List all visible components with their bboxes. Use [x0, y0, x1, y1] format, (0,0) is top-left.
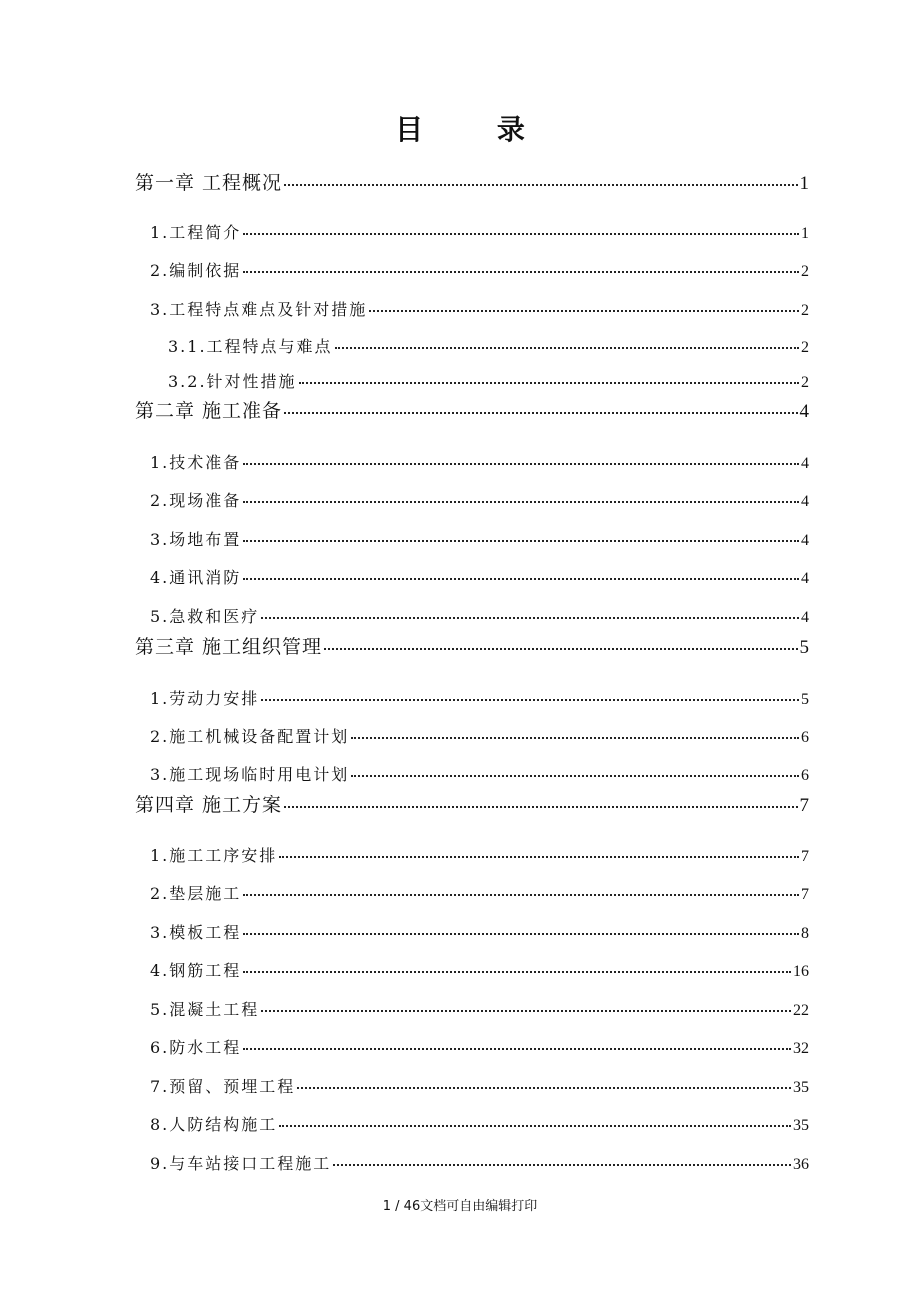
toc-entry-label: 3.工程特点难点及针对措施	[150, 300, 368, 319]
toc-section-entry[interactable]	[150, 1112, 809, 1135]
toc-dot-leader	[243, 271, 799, 273]
toc-page-number: 2	[801, 263, 809, 280]
toc-entry-label: 5.急救和医疗	[150, 607, 260, 626]
toc-section-entry[interactable]	[150, 1151, 809, 1174]
toc-dot-leader	[243, 233, 799, 235]
toc-section-entry[interactable]	[150, 488, 809, 511]
toc-section-entry[interactable]	[150, 724, 809, 747]
toc-section-entry[interactable]	[150, 604, 809, 627]
toc-entry-label: 第三章 施工组织管理	[135, 636, 323, 658]
toc-dot-leader	[333, 1164, 791, 1166]
toc-section-entry[interactable]	[168, 369, 809, 392]
toc-entry-label: 2.垫层施工	[150, 884, 242, 903]
toc-page-number: 4	[801, 493, 809, 510]
page-footer: 1 / 46文档可自由编辑打印	[382, 1199, 538, 1214]
toc-entry-label: 6.防水工程	[150, 1038, 242, 1057]
toc-page-number: 4	[801, 455, 809, 472]
toc-page-number: 5	[801, 691, 809, 708]
toc-page-number: 6	[801, 767, 809, 784]
toc-entry-label: 第四章 施工方案	[135, 794, 283, 816]
toc-section-entry[interactable]	[150, 220, 809, 243]
toc-section-entry[interactable]	[150, 686, 809, 709]
toc-page-number: 2	[801, 374, 809, 391]
toc-page-number: 7	[799, 795, 809, 816]
toc-page-number: 32	[793, 1040, 809, 1057]
toc-dot-leader	[279, 856, 799, 858]
toc-title: 目 录	[395, 113, 557, 146]
toc-section-entry[interactable]	[150, 920, 809, 943]
toc-entry-label: 3.1.工程特点与难点	[168, 337, 333, 356]
toc-entry-label: 3.2.针对性措施	[168, 372, 297, 391]
toc-dot-leader	[243, 463, 799, 465]
toc-section-entry[interactable]	[150, 258, 809, 281]
toc-dot-leader	[243, 933, 799, 935]
toc-entry-label: 3.模板工程	[150, 923, 242, 942]
toc-entry-label: 7.预留、预埋工程	[150, 1077, 296, 1096]
toc-page-number: 4	[801, 570, 809, 587]
toc-dot-leader	[243, 540, 799, 542]
toc-section-entry[interactable]	[150, 527, 809, 550]
toc-page-number: 2	[801, 302, 809, 319]
toc-page-number: 6	[801, 729, 809, 746]
toc-page-number: 1	[799, 173, 809, 194]
toc-dot-leader	[243, 894, 799, 896]
toc-page-number: 35	[793, 1079, 809, 1096]
toc-entry-label: 2.现场准备	[150, 491, 242, 510]
toc-dot-leader	[369, 310, 799, 312]
toc-section-entry[interactable]	[168, 334, 809, 357]
toc-section-entry[interactable]	[150, 450, 809, 473]
toc-entry-label: 1.工程简介	[150, 223, 242, 242]
toc-section-entry[interactable]	[150, 997, 809, 1020]
toc-section-entry[interactable]	[150, 843, 809, 866]
toc-dot-leader	[243, 578, 799, 580]
toc-entry-label: 2.编制依据	[150, 261, 242, 280]
toc-page-number: 36	[793, 1156, 809, 1173]
toc-entry-label: 2.施工机械设备配置计划	[150, 727, 350, 746]
toc-entry-label: 3.施工现场临时用电计划	[150, 765, 350, 784]
toc-entry-label: 9.与车站接口工程施工	[150, 1154, 332, 1173]
toc-dot-leader	[297, 1087, 791, 1089]
toc-chapter-entry[interactable]	[135, 396, 809, 423]
toc-dot-leader	[284, 412, 797, 414]
toc-dot-leader	[324, 648, 797, 650]
toc-dot-leader	[284, 806, 797, 808]
toc-page-number: 4	[799, 401, 809, 422]
toc-section-entry[interactable]	[150, 565, 809, 588]
toc-page-number: 7	[801, 848, 809, 865]
toc-chapter-entry[interactable]	[135, 632, 809, 659]
toc-dot-leader	[351, 775, 799, 777]
toc-page-number: 2	[801, 339, 809, 356]
toc-dot-leader	[243, 501, 799, 503]
toc-dot-leader	[299, 382, 799, 384]
toc-chapter-entry[interactable]	[135, 790, 809, 817]
toc-section-entry[interactable]	[150, 881, 809, 904]
toc-entry-label: 1.技术准备	[150, 453, 242, 472]
toc-page-number: 5	[799, 637, 809, 658]
toc-entry-label: 3.场地布置	[150, 530, 242, 549]
toc-entry-label: 1.施工工序安排	[150, 846, 278, 865]
toc-entry-label: 1.劳动力安排	[150, 689, 260, 708]
toc-section-entry[interactable]	[150, 1074, 809, 1097]
toc-dot-leader	[279, 1125, 791, 1127]
toc-page-number: 16	[793, 963, 809, 980]
toc-dot-leader	[261, 1010, 791, 1012]
toc-entry-label: 4.通讯消防	[150, 568, 242, 587]
toc-dot-leader	[243, 971, 791, 973]
toc-chapter-entry[interactable]	[135, 168, 809, 195]
toc-entry-label: 8.人防结构施工	[150, 1115, 278, 1134]
toc-page-number: 4	[801, 609, 809, 626]
toc-entry-label: 4.钢筋工程	[150, 961, 242, 980]
toc-page-number: 1	[801, 225, 809, 242]
toc-dot-leader	[261, 617, 799, 619]
toc-dot-leader	[351, 737, 799, 739]
toc-page-number: 35	[793, 1117, 809, 1134]
toc-dot-leader	[261, 699, 799, 701]
toc-entry-label: 第二章 施工准备	[135, 400, 283, 422]
toc-section-entry[interactable]	[150, 958, 809, 981]
toc-dot-leader	[335, 347, 799, 349]
toc-dot-leader	[243, 1048, 791, 1050]
toc-section-entry[interactable]	[150, 762, 809, 785]
toc-page-number: 22	[793, 1002, 809, 1019]
toc-page-number: 7	[801, 886, 809, 903]
toc-entry-label: 第一章 工程概况	[135, 172, 283, 194]
toc-page-number: 4	[801, 532, 809, 549]
toc-dot-leader	[284, 184, 797, 186]
toc-section-entry[interactable]	[150, 1035, 809, 1058]
toc-section-entry[interactable]	[150, 297, 809, 320]
toc-entry-label: 5.混凝土工程	[150, 1000, 260, 1019]
toc-page-number: 8	[801, 925, 809, 942]
